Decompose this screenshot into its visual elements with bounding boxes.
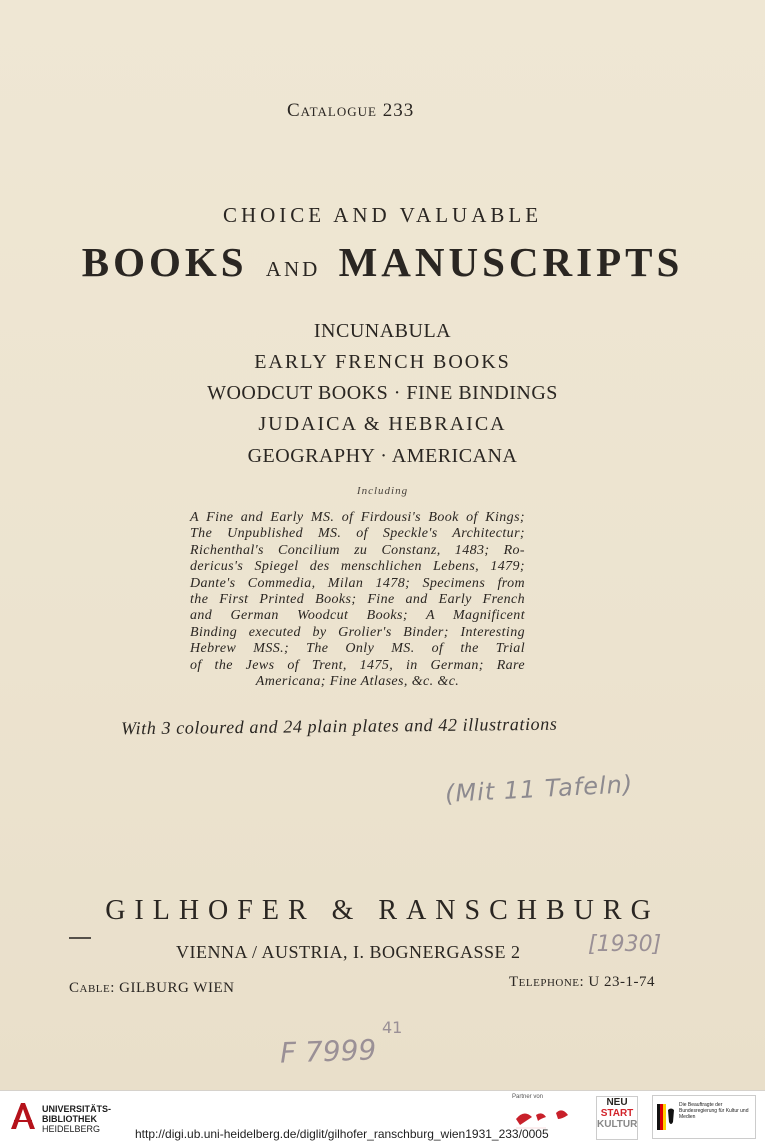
subject-line: JUDAICA & HEBRAICA: [258, 413, 507, 435]
publisher-address: VIENNA / AUSTRIA, I. BOGNERGASSE 2: [176, 942, 521, 962]
main-title: [0, 238, 765, 286]
description-line: Hebrew MSS.; The Only MS. of the Trial: [190, 641, 525, 657]
telephone: [509, 974, 655, 991]
telephone-label: Telephone:: [509, 974, 585, 990]
description-line: A Fine and Early MS. of Firdousi's Book of Kings;: [190, 510, 525, 525]
cable-label: Cable:: [69, 980, 115, 996]
neustart-line: START: [600, 1108, 634, 1119]
telephone-value: U 23-1-74: [588, 974, 655, 990]
description-line: dericus's Spiegel des menschlichen Lebens, 1479;: [190, 559, 525, 575]
university-name[interactable]: [42, 1104, 111, 1134]
handwritten-note: (Mit 11 Tafeln): [444, 770, 634, 808]
university-logo-icon[interactable]: [8, 1099, 38, 1133]
subject-line: WOODCUT BOOKS · FINE BINDINGS: [207, 382, 558, 404]
university-line: UNIVERSITÄTS-: [42, 1104, 112, 1114]
cable-address: [69, 980, 234, 997]
subject-line: EARLY FRENCH BOOKS: [254, 351, 511, 373]
title-manuscripts: MANUSCRIPTS: [338, 239, 684, 285]
plates-note: With 3 coloured and 24 plain plates and 42 illustrations: [120, 713, 558, 739]
catalogue-number: Catalogue 233: [287, 100, 415, 121]
neustart-line: NEU: [606, 1097, 628, 1108]
description-line: Dante's Commedia, Milan 1478; Specimens from: [190, 575, 525, 591]
description-line: and German Woodcut Books; A Magnificent: [190, 608, 525, 624]
bkm-text: Die Beauftragte der Bundesregierung für Kultur und Medien: [679, 1102, 749, 1120]
underline-mark: [69, 937, 91, 939]
neustart-line: KULTUR: [597, 1119, 638, 1130]
publisher-name: GILHOFER & RANSCHBURG: [105, 895, 660, 926]
handwritten-date: [1930]: [588, 932, 662, 957]
description-line: Richenthal's Concilium zu Constanz, 1483; Ro-: [190, 542, 525, 558]
subject-line: INCUNABULA: [313, 320, 452, 342]
description-line: of the Jews of Trent, 1475, in German; Rare: [190, 657, 525, 673]
title-and: AND: [265, 257, 321, 281]
cable-value: GILBURG WIEN: [119, 980, 235, 996]
title-books: BOOKS: [81, 239, 248, 285]
university-line: HEIDELBERG: [42, 1124, 101, 1134]
shelfmark: F 7999: [279, 1033, 377, 1070]
choice-heading: CHOICE AND VALUABLE: [222, 203, 543, 227]
bkm-logo[interactable]: [652, 1095, 756, 1139]
permalink-url[interactable]: http://digi.ub.uni-heidelberg.de/diglit/gilhofer_ranschburg_wien1931_233/0005: [135, 1127, 549, 1141]
shelfmark-superscript: 41: [382, 1018, 403, 1037]
including-label: Including: [356, 485, 409, 497]
description-line: Binding executed by Grolier's Binder; Interesting: [190, 624, 525, 640]
federal-eagle-icon: [657, 1104, 675, 1130]
description-line: The Unpublished MS. of Speckle's Architectur;: [190, 526, 525, 542]
subject-line: GEOGRAPHY · AMERICANA: [247, 445, 518, 467]
university-line: BIBLIOTHEK: [42, 1114, 97, 1124]
contents-description: [190, 510, 525, 690]
partner-label: Partner von: [512, 1094, 544, 1100]
neustart-kultur-logo[interactable]: [596, 1096, 638, 1140]
description-line: Americana; Fine Atlases, &c. &c.: [255, 674, 460, 690]
description-line: the First Printed Books; Fine and Early French: [190, 592, 525, 608]
